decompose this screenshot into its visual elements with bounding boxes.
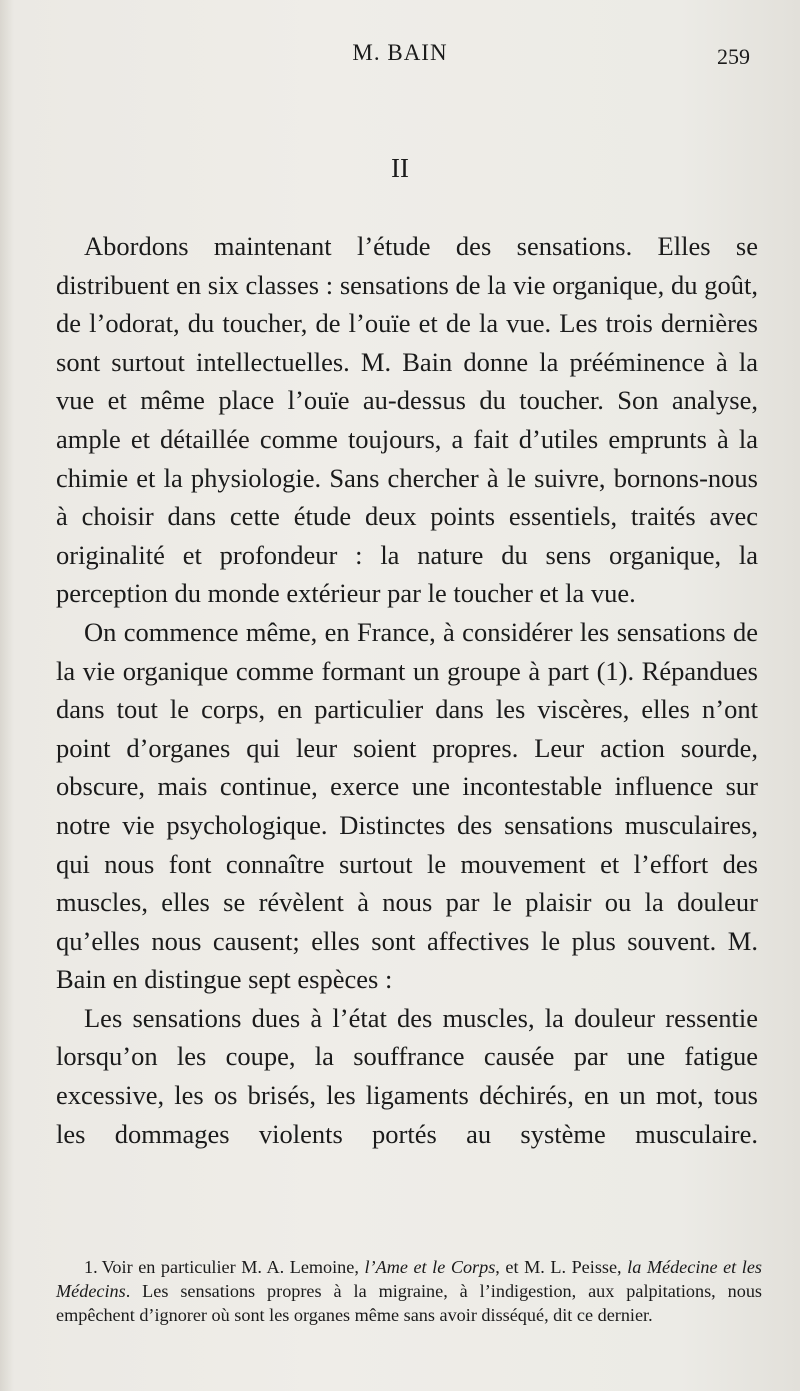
footnote-title-1: l’Ame et le Corps bbox=[364, 1257, 496, 1277]
section-numeral: II bbox=[391, 153, 409, 183]
footnote-text-between: , et M. L. Peisse, bbox=[495, 1257, 622, 1277]
footnote bbox=[56, 1255, 762, 1327]
footnote-text-before: Voir en particulier M. A. Lemoine, bbox=[101, 1257, 359, 1277]
footnote-text-after: . Les sensations propres à la migraine, à l’indigestion, aux palpitations, nous empêchent d’ignorer où sont les organes même sans avoir disséqué, dit ce dernier. bbox=[56, 1281, 762, 1325]
footnote-title-2: la Médecine et les Médecins bbox=[56, 1257, 762, 1301]
page-number: 259 bbox=[717, 44, 750, 69]
body-text bbox=[56, 227, 758, 1153]
paragraph-2: On commence même, en France, à considérer les sensations de la vie organique comme formant un groupe à part (1). Répandues dans tout le corps, en particulier dans les viscères, elles n’ont point d’organes qui leur soient propres. Leur action sourde, obscure, mais continue, exerce une incontestable influence sur notre vie psychologique. Distinctes des sensations musculaires, qui nous font connaître surtout le mouvement et l’effort des muscles, elles se révèlent à nous par le plaisir ou la douleur qu’elles nous causent; elles sont affectives le plus souvent. M. Bain en distingue sept espèces : bbox=[56, 616, 758, 995]
running-title: M. BAIN bbox=[352, 40, 448, 65]
paragraph-1: Abordons maintenant l’étude des sensations. Elles se distribuent en six classes : sensations de la vie organique, du goût, de l’odorat, du toucher, de l’ouïe et de la vue. Les trois dernières sont surtout intellectuelles. M. Bain donne la prééminence à la vue et même place l’ouïe au-dessus du toucher. Son analyse, ample et détaillée comme toujours, a fait d’utiles emprunts à la chimie et la physiologie. Sans chercher à le suivre, bornons-nous à choisir dans cette étude deux points essentiels, traités avec originalité et profondeur : la nature du sens organique, la perception du monde extérieur par le toucher et la vue. bbox=[56, 231, 758, 609]
running-head bbox=[0, 38, 800, 72]
footnote-marker: 1. bbox=[84, 1257, 98, 1277]
footnote-text bbox=[56, 1255, 762, 1327]
paragraph-3: Les sensations dues à l’état des muscles, la douleur ressentie lorsqu’on les coupe, la souffrance causée par une fatigue excessive, les os brisés, les ligaments déchirés, en un mot, tous les dommages violents portés au système musculaire. bbox=[56, 1002, 758, 1149]
